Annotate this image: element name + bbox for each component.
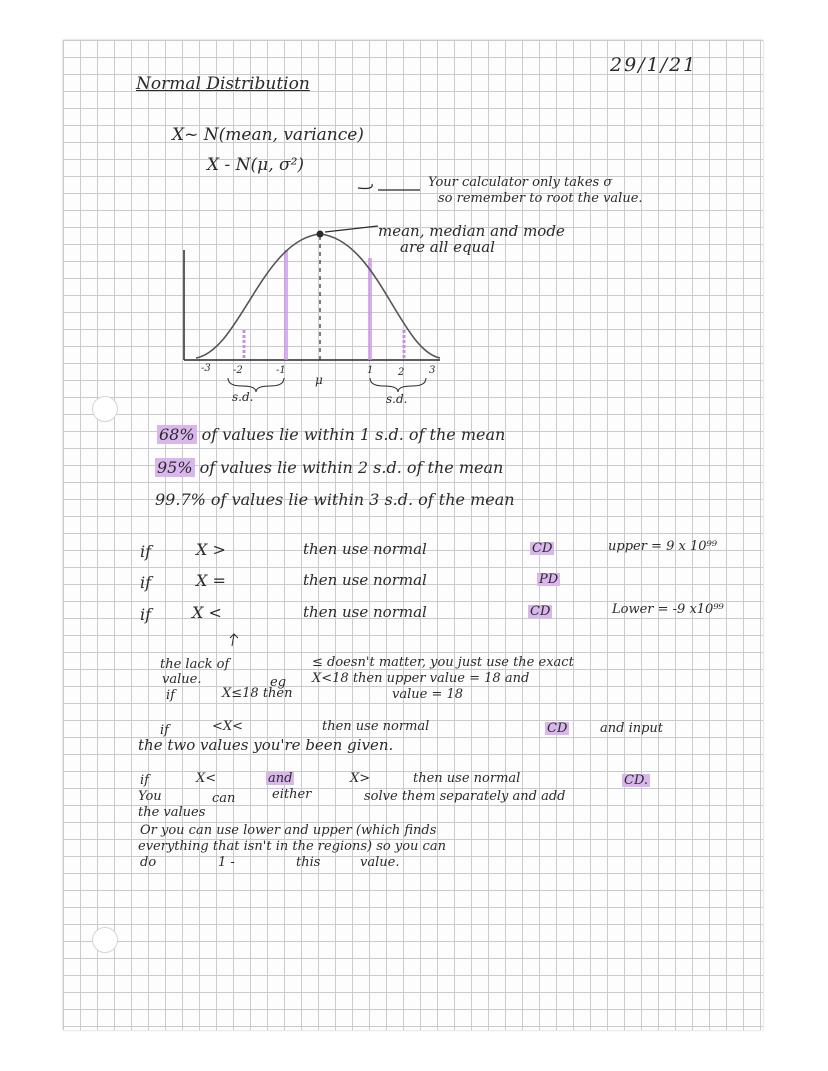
lack-arrow — [230, 634, 238, 646]
rule2-then: then use normal — [303, 571, 427, 589]
tick-minus3: -3 — [201, 363, 211, 374]
and-l4: Or you can use lower and upper (which finds — [140, 823, 437, 838]
calculator-note-2: so remember to root the value. — [438, 191, 643, 206]
tick-minus1: -1 — [276, 365, 286, 376]
rule3-if: if — [140, 605, 152, 624]
and-l2d: solve them separately and add — [364, 789, 566, 804]
sd-label-right: s.d. — [386, 392, 408, 406]
between-l2: the two values you're been given. — [138, 736, 394, 754]
page-title: Normal Distribution — [136, 74, 310, 94]
and-l6c: this — [296, 855, 321, 870]
pct-text-2: of values lie within 2 s.d. of the mean — [199, 458, 504, 477]
pct-text-3: of values lie within 3 s.d. of the mean — [210, 490, 515, 509]
between-then: then use normal — [322, 719, 430, 734]
lack-l3b: X≤18 then — [222, 686, 293, 701]
pct-row-2 — [155, 460, 503, 476]
lack-eg: eg — [270, 675, 287, 690]
pct-value-3: 99.7% — [155, 490, 206, 509]
and-if: if — [140, 773, 149, 788]
rule2-cond: X = — [196, 571, 226, 590]
between-fn: CD — [547, 721, 568, 736]
mean-point — [317, 231, 324, 238]
tick-minus2: -2 — [233, 365, 243, 376]
rule1-then: then use normal — [303, 540, 427, 558]
pct-value-1: 68% — [159, 425, 195, 444]
curve-note-1: mean, median and mode — [378, 222, 565, 240]
and-l6b: 1 - — [218, 855, 235, 870]
tick-plus1: 1 — [367, 365, 374, 376]
notation-line1: X~ N(mean, variance) — [172, 125, 364, 145]
rule2-if: if — [140, 573, 152, 592]
rule1-fn: CD — [532, 541, 553, 556]
rule1-upper: upper = 9 x 10⁹⁹ — [608, 539, 717, 554]
lack-l3c: value = 18 — [392, 687, 464, 702]
rule3-then: then use normal — [303, 603, 427, 621]
rule3-cond: X < — [192, 603, 222, 622]
rule3-lower: Lower = -9 x10⁹⁹ — [612, 602, 724, 617]
lack-l3a: if — [166, 688, 175, 703]
between-cond: <X< — [212, 719, 244, 734]
and-cond2: X> — [350, 771, 371, 786]
and-word: and — [268, 771, 293, 786]
and-cond1: X< — [196, 771, 217, 786]
pct-row-3 — [155, 492, 515, 508]
pct-text-1: of values lie within 1 s.d. of the mean — [201, 425, 506, 444]
and-l5: everything that isn't in the regions) so you can — [138, 839, 446, 854]
lack-l1a: the lack of — [160, 657, 230, 672]
lack-l2b: X<18 then upper value = 18 and — [312, 671, 530, 686]
tick-plus3: 3 — [429, 365, 436, 376]
and-l6a: do — [140, 855, 157, 870]
rule1-if: if — [140, 542, 152, 561]
and-fn: CD. — [624, 773, 649, 788]
and-then: then use normal — [413, 771, 521, 786]
rule3-fn: CD — [530, 604, 551, 619]
between-if: if — [160, 723, 169, 738]
curve-note-2: are all equal — [400, 238, 495, 256]
lack-l2a: value. — [162, 672, 202, 687]
rule2-fn: PD — [539, 572, 559, 587]
and-l2a: You — [138, 789, 162, 804]
and-l6d: value. — [360, 855, 400, 870]
calculator-note-1: Your calculator only takes σ — [428, 175, 613, 190]
mean-arrow — [325, 226, 378, 232]
sd-label-left: s.d. — [232, 390, 254, 404]
lack-l1b: ≤ doesn't matter, you just use the exact — [312, 655, 574, 670]
and-l2c: either — [272, 787, 312, 802]
tick-mu: μ — [315, 373, 323, 387]
date: 29/1/21 — [610, 54, 698, 76]
notation-line2: X - N(μ, σ²) — [207, 155, 305, 175]
pct-row-1 — [157, 427, 505, 443]
and-l2b: can — [212, 791, 236, 806]
tick-plus2: 2 — [398, 367, 405, 378]
and-l3: the values — [138, 805, 206, 820]
pct-value-2: 95% — [157, 458, 193, 477]
note-arrow — [358, 184, 372, 189]
between-input: and input — [600, 721, 664, 736]
rule1-cond: X > — [196, 540, 226, 559]
sd-brace-right — [370, 378, 426, 392]
